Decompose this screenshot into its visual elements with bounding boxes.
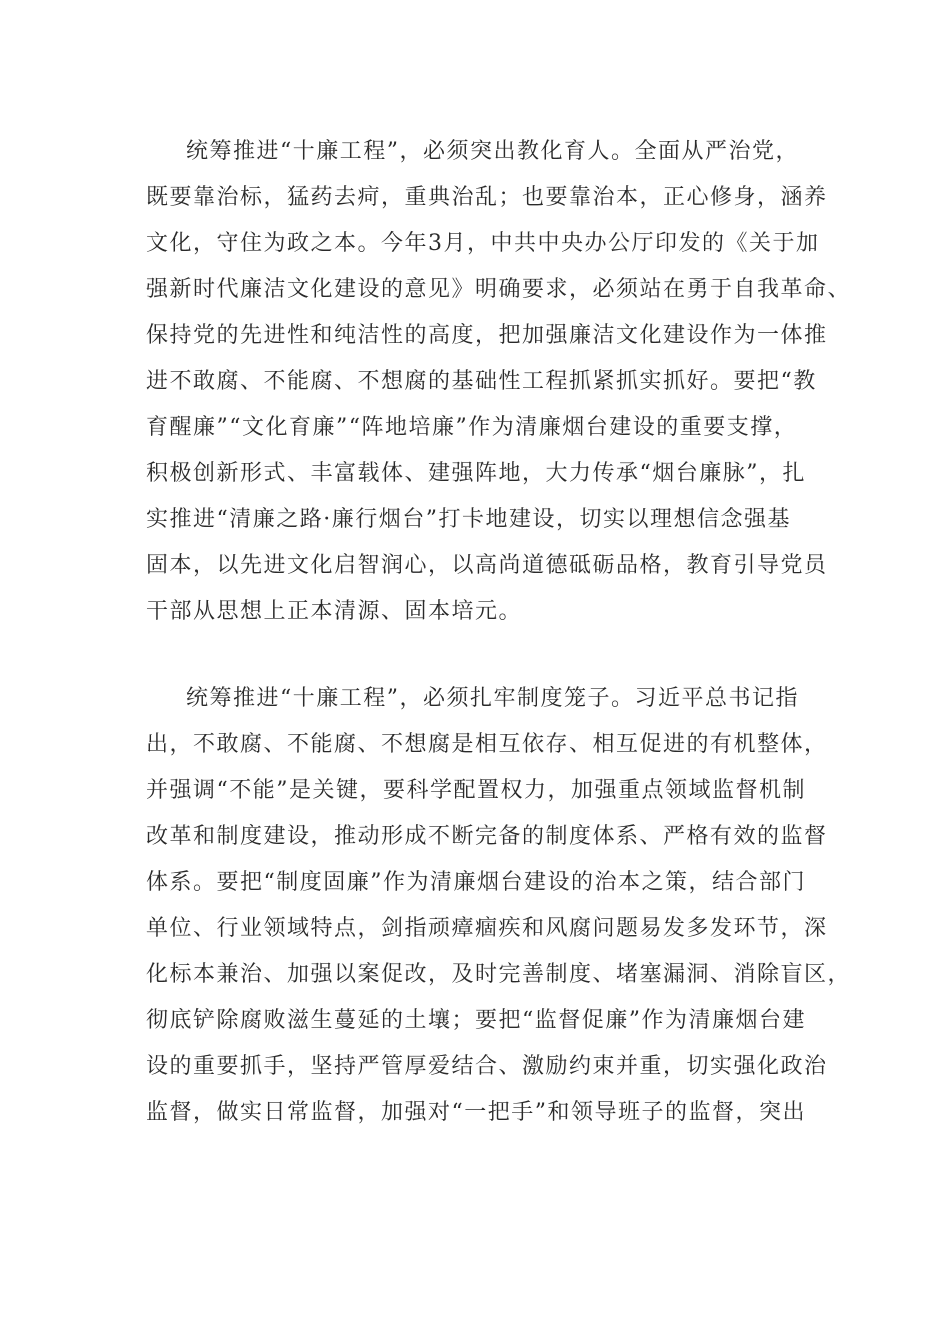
text-line: 进不敢腐、不能腐、不想腐的基础性工程抓紧抓实抓好。要把“教 <box>146 369 817 394</box>
text-line: 并强调“不能”是关键，要科学配置权力，加强重点领域监督机制 <box>146 778 806 803</box>
text-line: 设的重要抓手，坚持严管厚爱结合、激励约束并重，切实强化政治 <box>146 1054 828 1079</box>
text-line: 实推进“清廉之路·廉行烟台”打卡地建设，切实以理想信念强基 <box>146 507 791 532</box>
text-line: 出，不敢腐、不能腐、不想腐是相互依存、相互促进的有机整体， <box>146 732 828 757</box>
text-line: 统筹推进“十廉工程”，必须突出教化育人。全面从严治党， <box>186 139 799 164</box>
text-line: 文化，守住为政之本。今年3月，中共中央办公厅印发的《关于加 <box>146 231 820 256</box>
text-line: 强新时代廉洁文化建设的意见》明确要求，必须站在勇于自我革命、 <box>146 277 852 302</box>
text-line: 固本，以先进文化启智润心，以高尚道德砥砺品格，教育引导党员 <box>146 553 828 578</box>
text-line: 单位、行业领域特点，剑指顽瘴痼疾和风腐问题易发多发环节，深 <box>146 916 828 941</box>
text-line: 积极创新形式、丰富载体、建强阵地，大力传承“烟台廉脉”，扎 <box>146 461 806 486</box>
text-line: 体系。要把“制度固廉”作为清廉烟台建设的治本之策，结合部门 <box>146 870 806 895</box>
text-line: 保持党的先进性和纯洁性的高度，把加强廉洁文化建设作为一体推 <box>146 323 828 348</box>
text-line: 改革和制度建设，推动形成不断完备的制度体系、严格有效的监督 <box>146 824 828 849</box>
text-line: 统筹推进“十廉工程”，必须扎牢制度笼子。习近平总书记指 <box>186 686 799 711</box>
text-line: 育醒廉”“文化育廉”“阵地培廉”作为清廉烟台建设的重要支撑， <box>146 415 798 440</box>
text-line: 既要靠治标，猛药去疴，重典治乱；也要靠治本，正心修身，涵养 <box>146 185 828 210</box>
text-line: 监督，做实日常监督，加强对“一把手”和领导班子的监督，突出 <box>146 1100 806 1125</box>
text-line: 干部从思想上正本清源、固本培元。 <box>146 599 523 624</box>
text-line: 化标本兼治、加强以案促改，及时完善制度、堵塞漏洞、消除盲区， <box>146 962 852 987</box>
text-line: 彻底铲除腐败滋生蔓延的土壤；要把“监督促廉”作为清廉烟台建 <box>146 1008 806 1033</box>
